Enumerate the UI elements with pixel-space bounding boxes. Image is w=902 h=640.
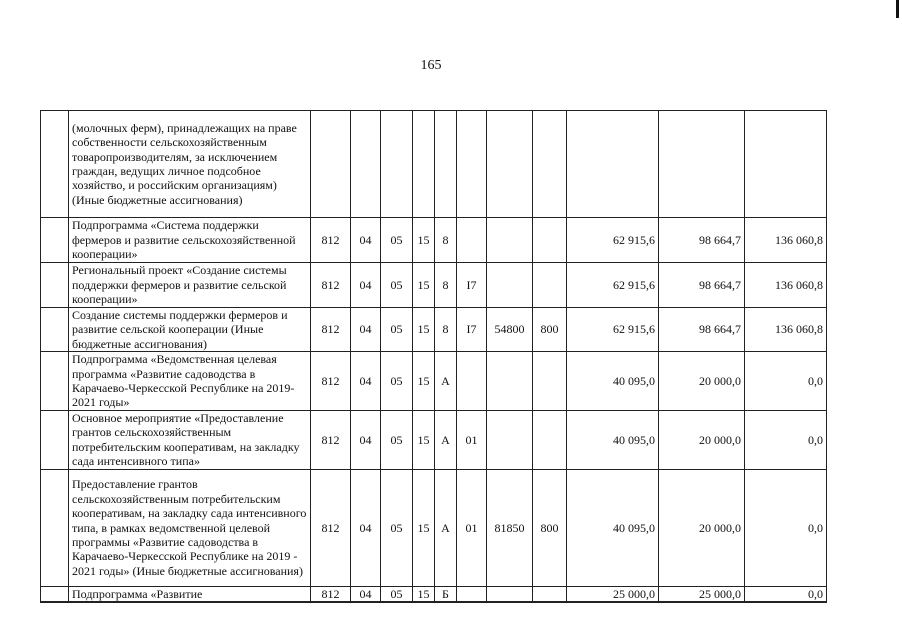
amount-year3-cell: 0,0 — [745, 586, 827, 602]
section-code-cell — [351, 111, 381, 218]
direction-code-cell — [487, 111, 533, 218]
event-code-cell — [457, 352, 487, 411]
event-code-cell — [457, 586, 487, 602]
expense-type-cell: 800 — [533, 469, 567, 586]
item-name-cell: Подпрограмма «Ведомственная целевая программа «Развитие садоводства в Карачаево-Черкесской Республике на 2019-2021 годы» — [69, 352, 311, 411]
amount-year2-cell: 98 664,7 — [659, 308, 745, 352]
direction-code-cell — [487, 352, 533, 411]
amount-year1-cell: 62 915,6 — [567, 218, 659, 263]
expense-type-cell: 800 — [533, 308, 567, 352]
ministry-code-cell: 812 — [311, 586, 351, 602]
subsection-code-cell: 05 — [381, 410, 413, 469]
amount-year2-cell: 20 000,0 — [659, 410, 745, 469]
event-code-cell: 01 — [457, 410, 487, 469]
row-index-cell — [41, 352, 69, 411]
amount-year1-cell: 62 915,6 — [567, 263, 659, 308]
subprogram-code-cell — [435, 111, 457, 218]
item-name-cell: Подпрограмма «Развитие — [69, 586, 311, 602]
direction-code-cell — [487, 410, 533, 469]
table-row — [41, 352, 827, 411]
budget-table-body — [41, 111, 827, 603]
amount-year2-cell: 20 000,0 — [659, 469, 745, 586]
table-row — [41, 586, 827, 602]
table-row — [41, 308, 827, 352]
table-row — [41, 111, 827, 218]
section-code-cell: 04 — [351, 218, 381, 263]
subsection-code-cell: 05 — [381, 469, 413, 586]
event-code-cell — [457, 218, 487, 263]
program-code-cell: 15 — [413, 308, 435, 352]
program-code-cell: 15 — [413, 410, 435, 469]
row-index-cell — [41, 469, 69, 586]
amount-year3-cell: 0,0 — [745, 469, 827, 586]
ministry-code-cell: 812 — [311, 469, 351, 586]
direction-code-cell: 54800 — [487, 308, 533, 352]
item-name-cell: Создание системы поддержки фермеров и развитие сельской кооперации (Иные бюджетные ассигнования) — [69, 308, 311, 352]
event-code-cell: 01 — [457, 469, 487, 586]
subprogram-code-cell: 8 — [435, 308, 457, 352]
program-code-cell — [413, 111, 435, 218]
table-row — [41, 410, 827, 469]
program-code-cell: 15 — [413, 469, 435, 586]
amount-year3-cell: 0,0 — [745, 410, 827, 469]
subsection-code-cell: 05 — [381, 218, 413, 263]
expense-type-cell — [533, 263, 567, 308]
direction-code-cell — [487, 218, 533, 263]
amount-year2-cell — [659, 111, 745, 218]
row-index-cell — [41, 263, 69, 308]
ministry-code-cell: 812 — [311, 263, 351, 308]
expense-type-cell — [533, 218, 567, 263]
section-code-cell: 04 — [351, 352, 381, 411]
row-index-cell — [41, 308, 69, 352]
subsection-code-cell: 05 — [381, 586, 413, 602]
amount-year3-cell: 136 060,8 — [745, 263, 827, 308]
subprogram-code-cell: 8 — [435, 263, 457, 308]
amount-year2-cell: 98 664,7 — [659, 263, 745, 308]
section-code-cell: 04 — [351, 410, 381, 469]
direction-code-cell — [487, 586, 533, 602]
event-code-cell — [457, 111, 487, 218]
section-code-cell: 04 — [351, 586, 381, 602]
section-code-cell: 04 — [351, 263, 381, 308]
item-name-cell: Региональный проект «Создание системы поддержки фермеров и развитие сельской кооперации» — [69, 263, 311, 308]
ministry-code-cell — [311, 111, 351, 218]
amount-year2-cell: 20 000,0 — [659, 352, 745, 411]
amount-year2-cell: 25 000,0 — [659, 586, 745, 602]
ministry-code-cell: 812 — [311, 218, 351, 263]
ministry-code-cell: 812 — [311, 352, 351, 411]
amount-year1-cell: 40 095,0 — [567, 469, 659, 586]
amount-year3-cell: 136 060,8 — [745, 308, 827, 352]
subprogram-code-cell: 8 — [435, 218, 457, 263]
row-index-cell — [41, 586, 69, 602]
expense-type-cell — [533, 586, 567, 602]
amount-year2-cell: 98 664,7 — [659, 218, 745, 263]
row-index-cell — [41, 111, 69, 218]
ministry-code-cell: 812 — [311, 308, 351, 352]
ministry-code-cell: 812 — [311, 410, 351, 469]
item-name-cell: Предоставление грантов сельскохозяйственным потребительским кооперативам, на закладку сада интенсивного типа, в рамках ведомственной целевой программы «Развитие садоводства в Карачаево-Черкесской Республике на 2019 - 2021 годы» (Иные бюджетные ассигнования) — [69, 469, 311, 586]
subsection-code-cell: 05 — [381, 263, 413, 308]
subprogram-code-cell: Б — [435, 586, 457, 602]
item-name-cell: Основное мероприятие «Предоставление грантов сельскохозяйственным потребительским кооперативам, на закладку сада интенсивного типа» — [69, 410, 311, 469]
amount-year1-cell: 62 915,6 — [567, 308, 659, 352]
item-name-cell: (молочных ферм), принадлежащих на праве собственности сельскохозяйственным товаропроизводителям, за исключением граждан, ведущих личное подсобное хозяйство, и российским организациям) (Иные бюджетные ассигнования) — [69, 111, 311, 218]
program-code-cell: 15 — [413, 352, 435, 411]
table-row — [41, 469, 827, 586]
section-code-cell: 04 — [351, 308, 381, 352]
program-code-cell: 15 — [413, 218, 435, 263]
item-name-cell: Подпрограмма «Система поддержки фермеров и развитие сельскохозяйственной кооперации» — [69, 218, 311, 263]
direction-code-cell: 81850 — [487, 469, 533, 586]
event-code-cell: I7 — [457, 263, 487, 308]
expense-type-cell — [533, 352, 567, 411]
subsection-code-cell — [381, 111, 413, 218]
table-row — [41, 218, 827, 263]
amount-year3-cell: 0,0 — [745, 352, 827, 411]
page-number: 165 — [420, 58, 442, 73]
scan-edge-mark — [896, 0, 899, 18]
amount-year3-cell — [745, 111, 827, 218]
row-index-cell — [41, 218, 69, 263]
table-row — [41, 263, 827, 308]
subsection-code-cell: 05 — [381, 352, 413, 411]
section-code-cell: 04 — [351, 469, 381, 586]
event-code-cell: I7 — [457, 308, 487, 352]
direction-code-cell — [487, 263, 533, 308]
expense-type-cell — [533, 111, 567, 218]
program-code-cell: 15 — [413, 263, 435, 308]
subprogram-code-cell: А — [435, 469, 457, 586]
amount-year1-cell: 25 000,0 — [567, 586, 659, 602]
subprogram-code-cell: А — [435, 352, 457, 411]
amount-year1-cell: 40 095,0 — [567, 352, 659, 411]
subprogram-code-cell: А — [435, 410, 457, 469]
amount-year1-cell — [567, 111, 659, 218]
amount-year1-cell: 40 095,0 — [567, 410, 659, 469]
amount-year3-cell: 136 060,8 — [745, 218, 827, 263]
program-code-cell: 15 — [413, 586, 435, 602]
subsection-code-cell: 05 — [381, 308, 413, 352]
budget-table — [40, 110, 827, 603]
row-index-cell — [41, 410, 69, 469]
expense-type-cell — [533, 410, 567, 469]
